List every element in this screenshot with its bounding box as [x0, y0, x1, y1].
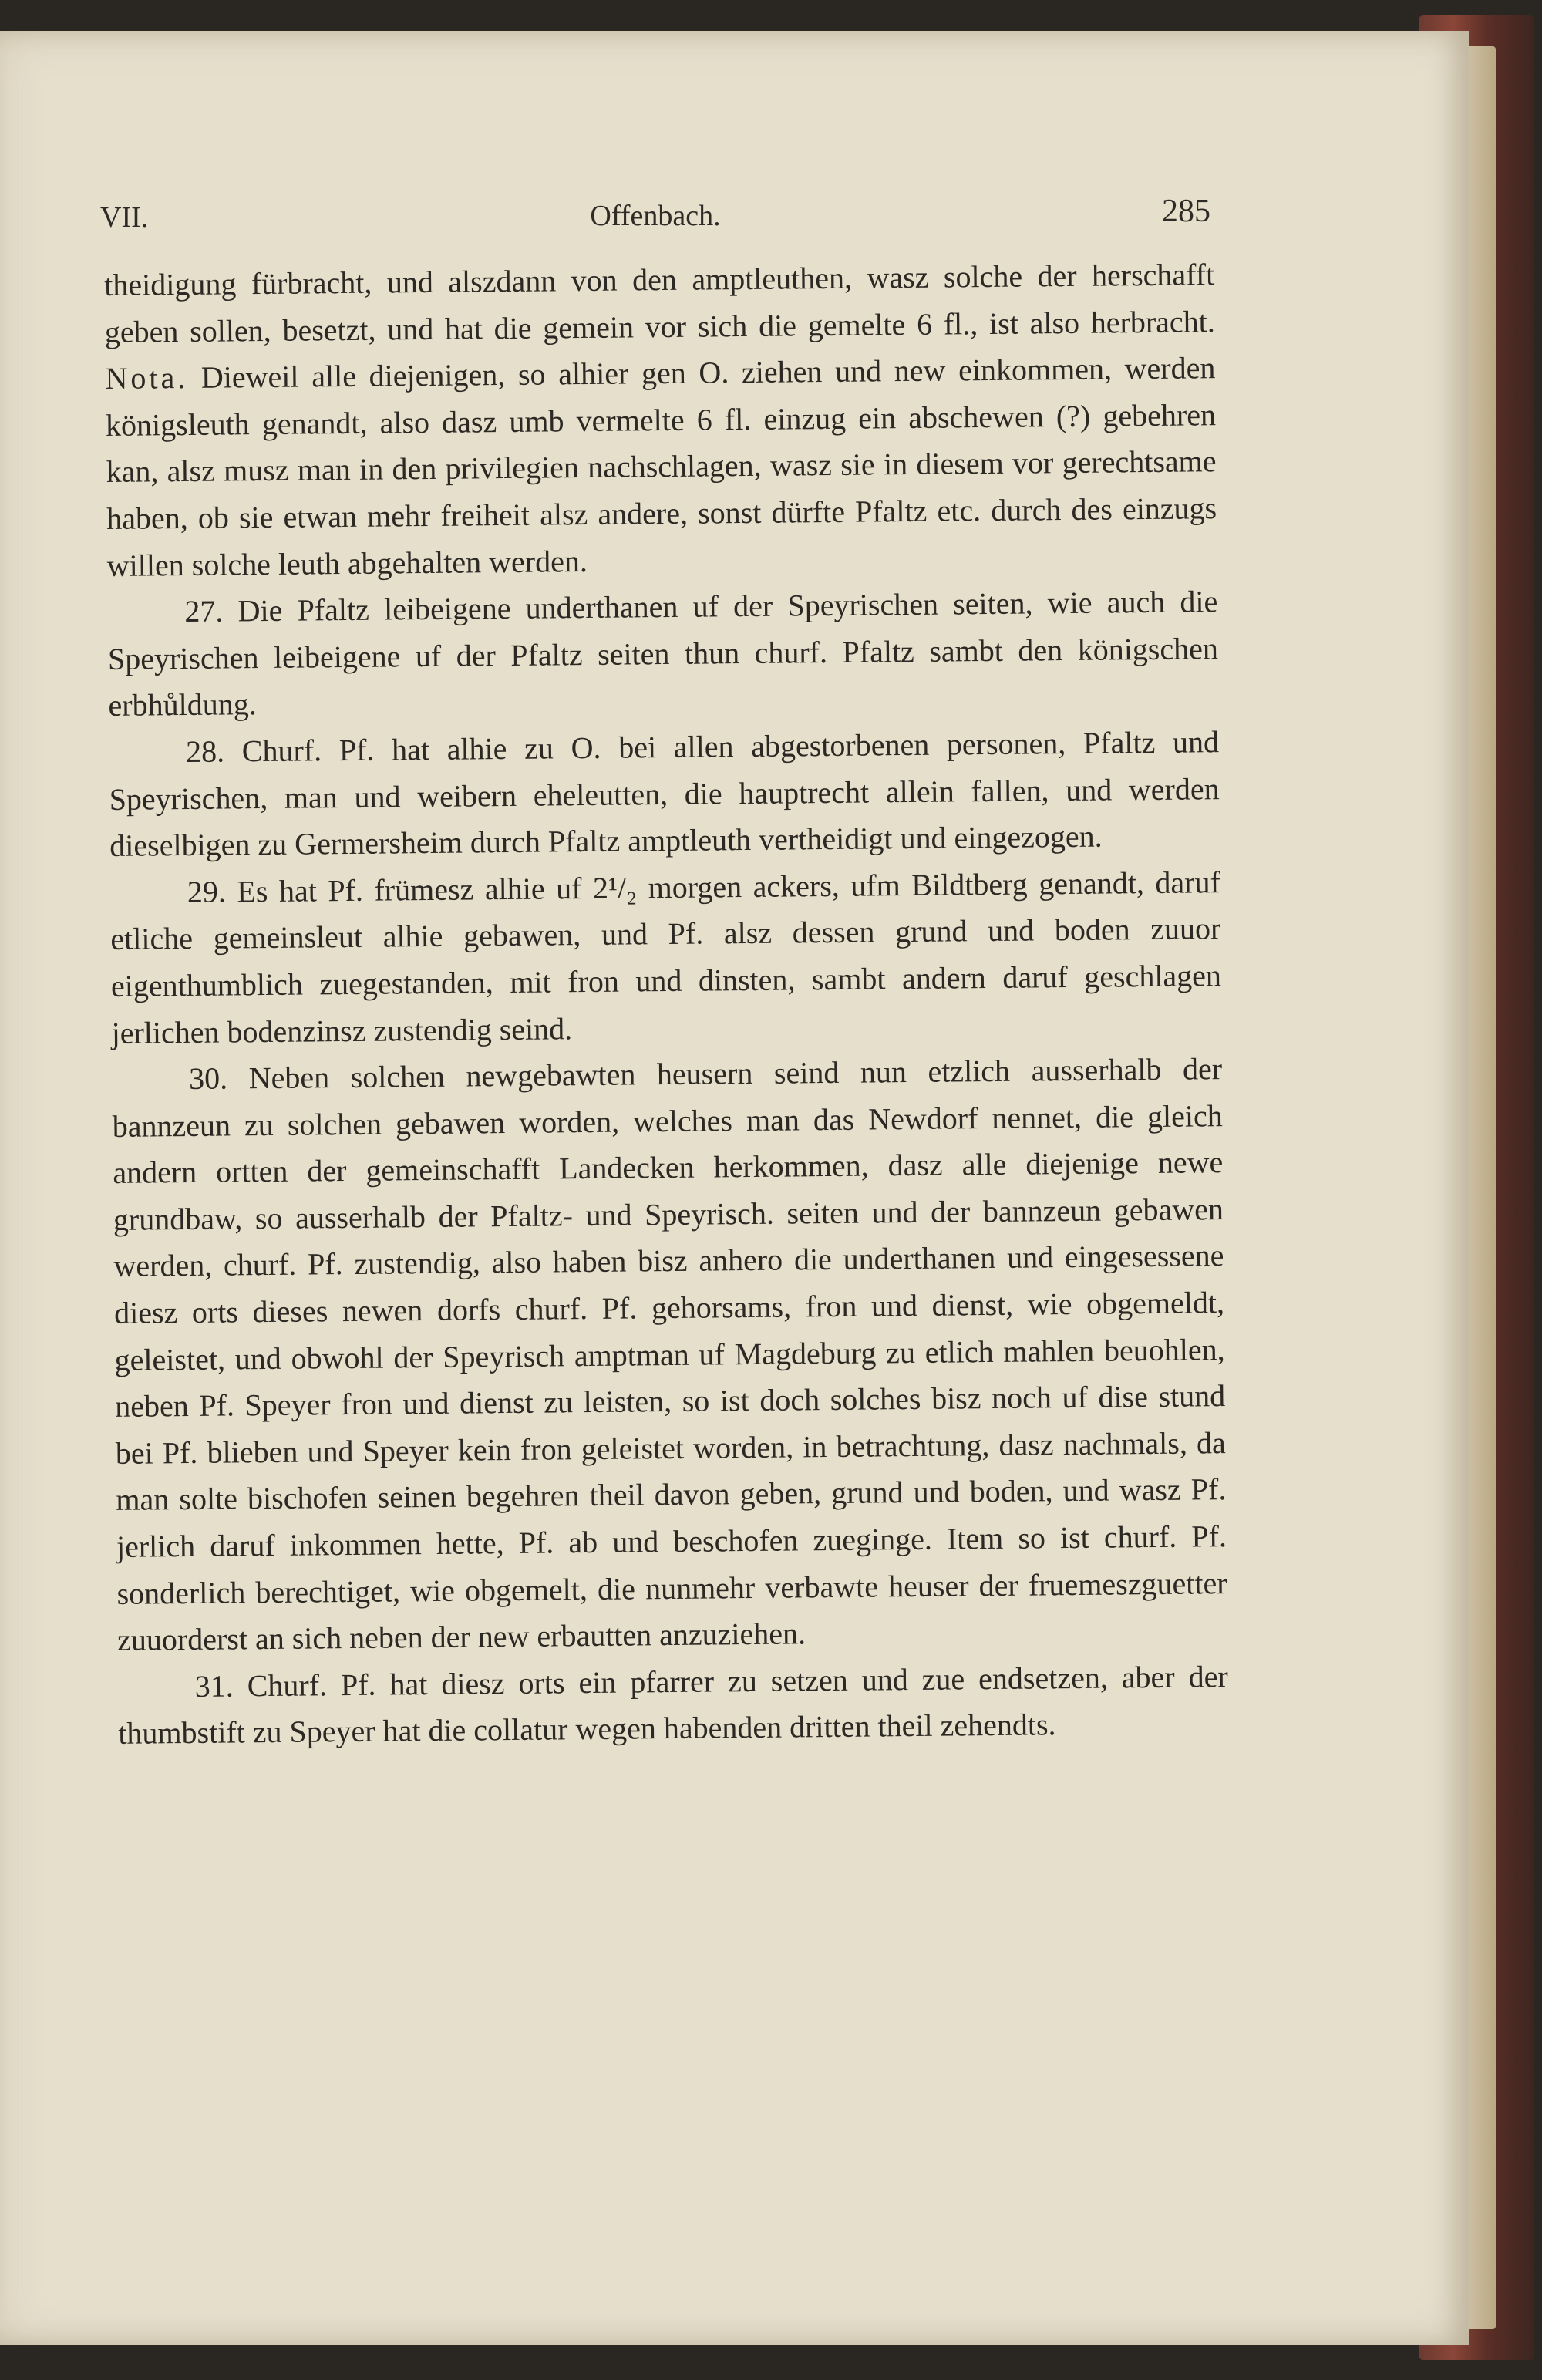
paragraph-28: 28. Churf. Pf. hat alhie zu O. bei allen abgestorbenen personen, Pfaltz und Speyrischen, man und weibern eheleutten, die hauptrecht allein fallen, und werden dieselbigen zu Germersheim durch Pfaltz amptleuth vertheidigt und eingezogen.: [109, 724, 1220, 864]
paragraph-29: 29. Es hat Pf. frümesz alhie uf 2¹/₂ morgen ackers, ufm Bildtberg genandt, daruf etliche gemeinsleut alhie gebawen, und Pf. alsz dessen grund und boden zuuor eigenthumblich zuegestanden, mit fron und dinsten, sambt andern daruf geschlagen jerlichen bodenzinsz zustendig seind.: [110, 864, 1222, 1050]
page-number: 285: [1162, 194, 1210, 229]
body-text: [104, 251, 1229, 1758]
nota-emphasis: Nota.: [105, 360, 189, 396]
paragraph-text: Dieweil alle diejenigen, so alhier gen O. ziehen und new einkommen, werden königsleuth genandt, also dasz umb vermelte 6 fl. einzug ein abschewen (?) gebehren kan, alsz musz man in den privilegien nachschlagen, wasz sie in diesem vor gerechtsame haben, ob sie etwan mehr freiheit alsz andere, sonst dürfte Pfaltz etc. durch des einzugs willen solche leuth abgehalten werden.: [105, 350, 1217, 583]
paragraph-27: 27. Die Pfaltz leibeigene underthanen uf der Speyrischen seiten, wie auch die Speyrischen leibeigene uf der Pfaltz seiten thun churf. Pfaltz sambt den königschen erbhůldung.: [107, 584, 1219, 723]
paragraph-31: 31. Churf. Pf. hat diesz orts ein pfarrer zu setzen und zue endsetzen, aber der thumbstift zu Speyer hat die collatur wegen habenden dritten theil zehendts.: [118, 1658, 1228, 1751]
paragraph-continued: [104, 251, 1217, 589]
chapter-number: VII.: [100, 201, 149, 234]
book-page: [0, 31, 1469, 2345]
paragraph-30: 30. Neben solchen newgebawten heusern seind nun etzlich ausserhalb der bannzeun zu solchen gebawen worden, welches man das Newdorf nennet, die gleich andern ortten der gemeinschafft Landecken herkommen, dasz alle diejenige newe grundbaw, so ausserhalb der Pfaltz- und Speyrisch. seiten und der bannzeun gebawen werden, churf. Pf. zustendig, also haben bisz anhero die underthanen und eingesessene diesz orts dieses newen dorfs churf. Pf. gehorsams, fron und dienst, wie obgemeldt, geleistet, und obwohl der Speyrisch amptman uf Magdeburg zu etlich mahlen beuohlen, neben Pf. Speyer fron und dienst zu leisten, so ist doch solches bisz noch uf dise stund bei Pf. blieben und Speyer kein fron geleistet worden, in betrachtung, dasz nachmals, da man solte bischofen seinen begehren theil davon geben, grund und boden, und wasz Pf. jerlich daruf inkommen hette, Pf. ab und beschofen zueginge. Item so ist churf. Pf. sonderlich berechtiget, wie obgemelt, die nunmehr verbawte heuser der fruemeszguetter zuuorderst an sich neben der new erbautten anzuziehen.: [112, 1051, 1227, 1658]
paragraph-text: theidigung fürbracht, und alszdann von den amptleuthen, wasz solche der herschafft geben sollen, besetzt, und hat die gemein vor sich die gemelte 6 fl., ist also herbracht.: [104, 257, 1216, 349]
running-title: Offenbach.: [590, 200, 721, 232]
running-header: [100, 177, 1210, 234]
